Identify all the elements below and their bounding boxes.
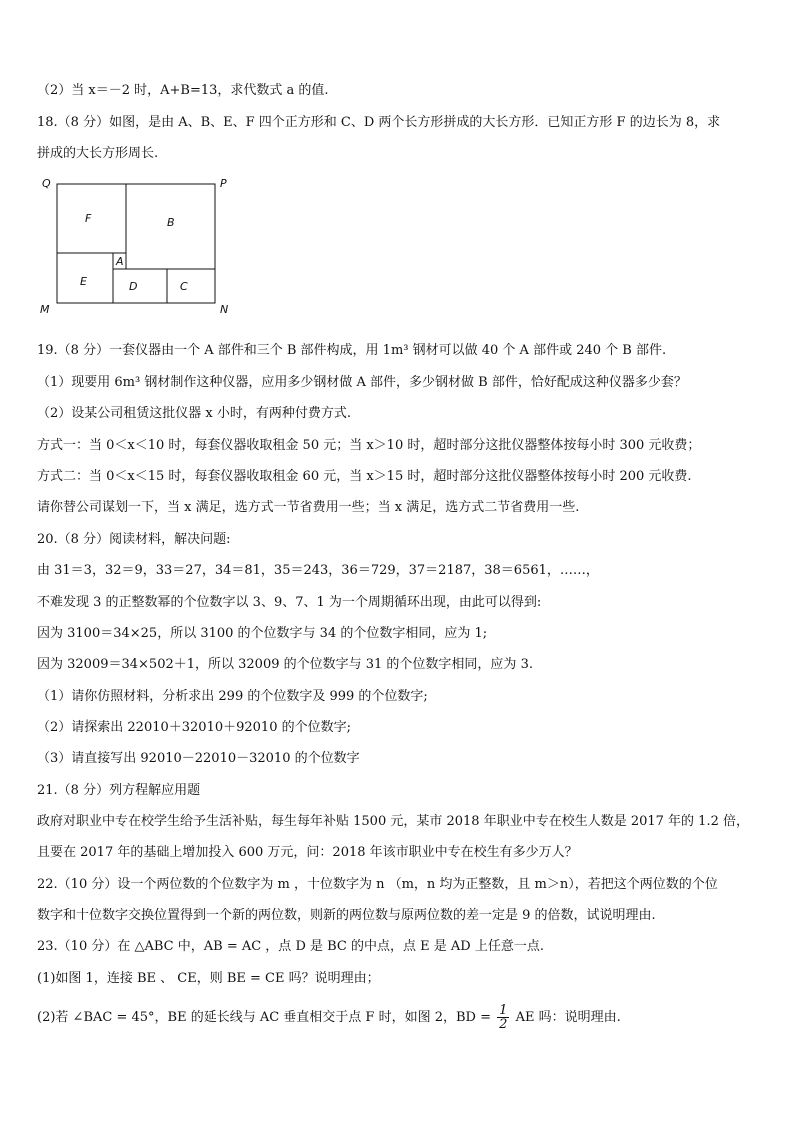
label-d: D [129, 280, 138, 293]
label-a: A [116, 255, 124, 268]
q19-part2: （2）设某公司租赁这批仪器 x 小时，有两种付费方式. [37, 406, 351, 421]
q23-part1: (1)如图 1，连接 BE 、 CE，则 BE = CE 吗？说明理由； [37, 971, 380, 986]
q19-option1: 方式一：当 0＜x＜10 时，每套仪器收取租金 50 元；当 x＞10 时，超时部分这批仪器整体按每小时 300 元收费； [37, 438, 701, 453]
q20-title: 20.（8 分）阅读材料，解决问题: [37, 532, 231, 547]
q19-part1: （1）现要用 6m³ 钢材制作这种仪器，应用多少钢材做 A 部件，多少钢材做 B 部件，恰好配成这种仪器多少套？ [37, 375, 687, 390]
q18-line2: 拼成的大长方形周长. [37, 146, 159, 161]
q20-material1: 由 31＝3，32＝9，33＝27，34＝81，35＝243，36＝729，37＝2187，38＝6561，……， [37, 563, 599, 578]
corner-m: M [40, 303, 50, 316]
q23-part2 [37, 1003, 764, 1033]
q23-part2-text: (2)若 ∠BAC = 45°，BE 的延长线与 AC 垂直相交于点 F 时，如图 2，BD = [37, 1010, 491, 1025]
square-f [57, 184, 126, 253]
label-c: C [180, 280, 188, 293]
fraction-one-half [497, 1004, 509, 1031]
q20-material3: 因为 3100＝34×25，所以 3100 的个位数字与 34 的个位数字相同，应为 1; [37, 626, 488, 641]
corner-p: P [220, 177, 227, 190]
q19-ask: 请你替公司谋划一下，当 x 满足，选方式一节省费用一些；当 x 满足，选方式二节省费用一些. [37, 500, 580, 515]
q21-title: 21.（8 分）列方程解应用题 [37, 783, 201, 798]
label-e: E [80, 275, 87, 288]
q21-line1: 政府对职业中专在校学生给予生活补贴，每生每年补贴 1500 元，某市 2018 年职业中专在校生人数是 2017 年的 1.2 倍， [37, 814, 749, 829]
q17-part2: （2）当 x＝－2 时，A+B=13，求代数式 a 的值. [37, 83, 329, 98]
q22-line1: 22.（10 分）设一个两位数的个位数字为 m ，十位数字为 n （m，n 均为正整数，且 m＞n），若把这个两位数的个位 [37, 877, 718, 892]
label-f: F [85, 212, 92, 225]
corner-q: Q [42, 177, 51, 190]
q20-part1: （1）请你仿照材料，分析求出 299 的个位数字及 999 的个位数字; [37, 689, 428, 704]
label-b: B [167, 216, 175, 229]
q21-line2: 且要在 2017 年的基础上增加投入 600 万元，问：2018 年该市职业中专在校生有多少万人？ [37, 845, 578, 860]
q20-material2: 不难发现 3 的正整数幂的个位数字以 3、9、7、1 为一个周期循环出现，由此可以得到: [37, 595, 542, 610]
q18-line1: 18.（8 分）如图，是由 A、B、E、F 四个正方形和 C、D 两个长方形拼成的大长方形．已知正方形 F 的边长为 8，求 [37, 115, 721, 130]
q20-part2: （2）请探索出 22010＋32010＋92010 的个位数字; [37, 720, 351, 735]
q18-figure [36, 172, 236, 317]
rect-c [167, 269, 215, 303]
rect-d [113, 269, 167, 303]
fraction-numerator: 1 [499, 1003, 508, 1018]
q20-part3: （3）请直接写出 92010－22010－32010 的个位数字 [37, 751, 360, 766]
q20-material4: 因为 32009＝34×502＋1，所以 32009 的个位数字与 31 的个位数字相同，应为 3. [37, 657, 533, 672]
q19-line1: 19.（8 分）一套仪器由一个 A 部件和三个 B 部件构成，用 1m³ 钢材可以做 40 个 A 部件或 240 个 B 部件. [37, 343, 667, 358]
q22-line2: 数字和十位数字交换位置得到一个新的两位数，则新的两位数与原两位数的差一定是 9 的倍数，试说明理由. [37, 908, 656, 923]
fraction-denominator: 2 [499, 1017, 508, 1032]
q19-option2: 方式二：当 0＜x＜15 时，每套仪器收取租金 60 元，当 x＞15 时，超时部分这批仪器整体按每小时 200 元收费. [37, 469, 692, 484]
q23-line1: 23.（10 分）在 △ABC 中，AB = AC ，点 D 是 BC 的中点，点 E 是 AD 上任意一点. [37, 939, 544, 954]
q23-part2-tail: AE 吗：说明理由. [515, 1010, 621, 1025]
corner-n: N [220, 303, 229, 316]
